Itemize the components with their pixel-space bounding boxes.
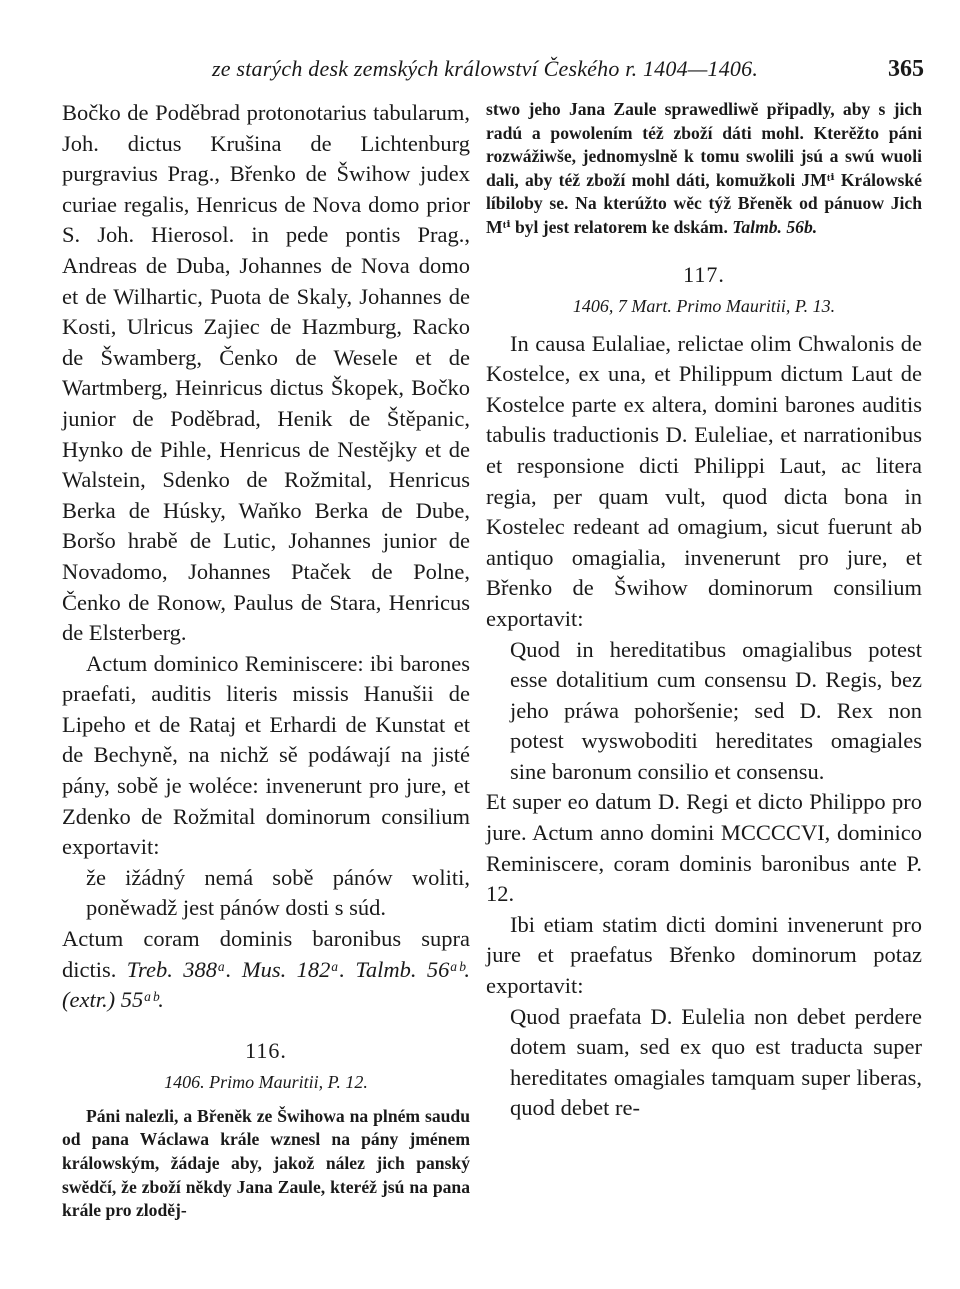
- paragraph-actum-reminiscere: Actum dominico Reminiscere: ibi barones praefati, auditis literis missis Hanušii de Lipeho et de Rataj et Erhardi de Kunstat et de Bechyně, na nichž sě podáwají na jisté pány, sobě je wolécе: invenerunt pro jure, et Zdenko de Rožmital dominorum consilium exportavit:: [62, 650, 470, 860]
- paragraph-actum-coram: [62, 924, 470, 1016]
- document-date-117: 1406, 7 Mart. Primo Mauritii, P. 13.: [572, 295, 836, 316]
- witness-list: Bočko de Poděbrad protonotarius tabularum, Joh. dictus Krušina de Lichtenburg purgravius Prag., Břenko de Šwihow judex curiae regalis, Henricus de Nova domo prior S. Joh. Hierosol. in pede pontis Prag., Andreas de Duba, Johannes de Nova domo et de Wilhartic, Puota de Skaly, Johannes de Kosti, Ulricus Zajiec de Hazmburg, Racko de Šwamberg, Čenko de Wesele et de Wartmberg, Heinricus dictus Škopek, Bočko junior de Poděbrad, Henik de Štěpanic, Hynko de Pihle, Henricus de Nestějky et de Walstein, Sdenko de Rožmital, Henricus Berka de Húsky, Waňko Berka de Dube, Boršo hrabě de Lutic, Johannes junior de Novadomo, Johannes Ptaček de Polne, Čenko de Ronow, Paulus de Stara, Henricus de Elsterberg.: [62, 100, 470, 646]
- page-header: [62, 56, 924, 90]
- document-date-116: 1406. Primo Mauritii, P. 12.: [164, 1071, 368, 1092]
- left-column: [62, 98, 470, 1223]
- actum-text: Actum coram dominis baronibus supra dictis.: [62, 926, 470, 982]
- paragraph-quod-praefata: Quod praefata D. Eulelia non debet perdere dotem suam, sed ex quo est traducta super hereditates omagiales tamquam super liberas, quod debet re-: [510, 1003, 922, 1121]
- paragraph-quod-in-hereditatibus: Quod in hereditatibus omagialibus potest esse dotalitium cum consensu D. Regis, bez jeho práwa pohoršenie; sed D. Rex non potest wyswoboditi hereditates omagiales sine baronum consilio et consensu.: [510, 636, 922, 784]
- right-column: [486, 98, 922, 1124]
- paragraph-ibi-etiam: Ibi etiam statim dicti domini invenerunt pro jure et praefatus Břenko dominorum potaz exportavit:: [486, 911, 922, 999]
- paragraph-czech-116: Páni nalezli, a Břeněk ze Šwihowa na plném saudu od pana Wáclawa krále wznesl na pány jménem králowským, žádaje aby, jakož nález jich panský swědčí, že zboží někdy Jana Zaule, kteréž jsú na pana krále pro zloděj-: [62, 1105, 470, 1221]
- czech-continuation-text: stwo jeho Jana Zaule sprawedliwě připadly, aby s jich radú a powolením též zboží dáti mohl. Kterěžto páni rozwážiwše, jednomyslně k tomu swolili jsú a swú wuoli dali, aby též zboží mohl dáti, komužkoli JMᵗⁱ Králowské líbiloby se. Na kterúžto wěc týž Břeněk od pánuow Jich Mᵗⁱ byl jest relatorem ke dskám.: [486, 99, 922, 237]
- document-number-117: 117.: [683, 261, 725, 287]
- document-number-116: 116.: [245, 1037, 287, 1063]
- page-number: 365: [888, 56, 924, 82]
- running-title: ze starých desk zemských králowství Českého r. 1404—1406.: [212, 56, 759, 81]
- source-reference-talmb: Talmb. 56b.: [732, 216, 818, 237]
- paragraph-causa-eulaliae: In causa Eulaliae, relictae olim Chwalonis de Kostelce, ex una, et Philippum dictum Laut de Kostelce parte ex altera, domini barones auditis tabulis traductionis D. Euleliae, et narrationibus et responsione dicti Philippi Laut, ac litera regia, per quam vult, quod dicta bona in Kostelec redeant ad omagium, sicut fuerunt ab antiquo omagialia, invenerunt pro jure, et Břenko de Šwihow dominorum consilium exportavit:: [486, 330, 922, 631]
- source-references: Treb. 388ᵃ. Mus. 182ᵃ. Talmb. 56ᵃᵇ. (extr.) 55ᵃᵇ.: [62, 956, 471, 1013]
- paragraph-czech-continuation: [486, 98, 922, 240]
- paragraph-et-super-eo: Et super eo datum D. Regi et dicto Philippo pro jure. Actum anno domini MCCCCVI, dominico Reminiscere, coram dominis baronibus ante P. 12.: [486, 789, 922, 907]
- paragraph-finding: že ižádný nemá sobě pánów woliti, poněwadž jest pánów dosti s súd.: [86, 864, 470, 921]
